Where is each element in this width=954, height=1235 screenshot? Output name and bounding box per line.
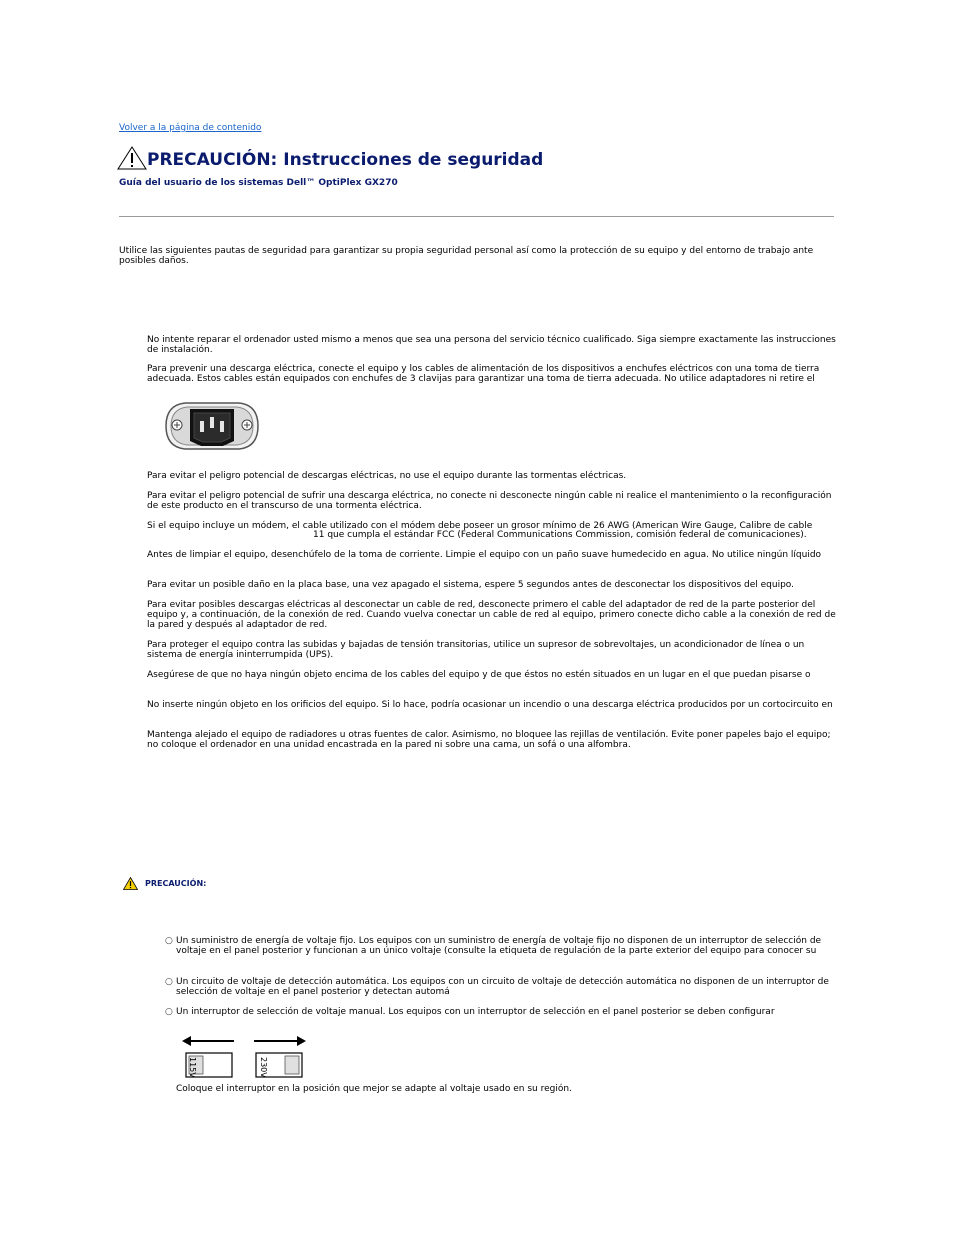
safety-item: Para evitar posibles descargas eléctricas al desconectar un cable de red, desconecte primero el cable del adaptador de red de la parte posterior del equipo y, a continuación, de la conexión de red. Cuando vuelva conectar un cable de red al equipo, primero conecte dicho cable a la conexión de red de la pared y después al adaptador de red. xyxy=(147,600,836,630)
voltage-switch-diagram xyxy=(182,1033,306,1079)
back-to-contents-link[interactable]: Volver a la página de contenido xyxy=(119,123,262,133)
safety-item: Para evitar un posible daño en la placa base, una vez apagado el sistema, espere 5 segundos antes de desconectar los dispositivos del equipo. xyxy=(147,580,794,590)
voltage-option-text: Un suministro de energía de voltaje fijo. Los equipos con un suministro de energía de voltaje fijo no disponen de un interruptor de selección de voltaje en el panel posterior y funcionan a un único voltaje (consulte la etiqueta de regulación de la parte exterior del equipo para conocer su xyxy=(176,936,822,956)
safety-item: Para prevenir una descarga eléctrica, conecte el equipo y los cables de alimentación de los dispositivos a enchufes eléctricos con una toma de tierra adecuada. Estos cables están equipados con enchufes de 3 clavijas para garantizar una toma de tierra adecuada. No utilice adaptadores ni retire el xyxy=(147,364,820,384)
voltage-switch-image xyxy=(182,1033,306,1079)
bullet-circle-icon: ○ xyxy=(165,936,173,946)
caution-label: PRECAUCIÓN: xyxy=(145,879,207,888)
list-item xyxy=(165,977,835,997)
safety-item: Si el equipo incluye un módem, el cable utilizado con el módem debe poseer un grosor mínimo de 26 AWG (American Wire Gauge, Calibre de cable xyxy=(147,521,813,531)
switch-label-230v: 230V xyxy=(259,1057,268,1078)
voltage-option-text: Un circuito de voltaje de detección automática. Los equipos con un circuito de voltaje de detección automática no disponen de un interruptor de selección de voltaje en el panel posterior y detectan automá xyxy=(176,977,829,997)
switch-note: Coloque el interruptor en la posición que mejor se adapte al voltaje usado en su región. xyxy=(176,1084,572,1094)
caution-icon xyxy=(123,877,138,890)
page-header xyxy=(117,146,543,170)
safety-item: Asegúrese de que no haya ningún objeto encima de los cables del equipo y de que éstos no estén situados en un lugar en el que puedan pisarse o xyxy=(147,670,811,680)
safety-item: No intente reparar el ordenador usted mismo a menos que sea una persona del servicio técnico cualificado. Siga siempre exactamente las instrucciones de instalación. xyxy=(147,335,836,355)
safety-item-continuation: 11 que cumpla el estándar FCC (Federal Communications Commission, comisión federal de comunicaciones). xyxy=(313,530,807,540)
caution-note xyxy=(123,877,206,890)
warning-triangle-icon xyxy=(117,146,147,170)
switch-label-115v: 115V xyxy=(188,1057,197,1078)
voltage-option-text: Un interruptor de selección de voltaje manual. Los equipos con un interruptor de selección en el panel posterior se deben configurar xyxy=(176,1007,775,1017)
page-title: PRECAUCIÓN: Instrucciones de seguridad xyxy=(147,150,544,170)
safety-item: Mantenga alejado el equipo de radiadores u otras fuentes de calor. Asimismo, no bloquee las rejillas de ventilación. Evite poner papeles bajo el equipo; no coloque el ordenador en una unidad encastrada en la pared ni sobre una cama, un sofá o una alfombra. xyxy=(147,730,831,750)
safety-item: Para evitar el peligro potencial de descargas eléctricas, no use el equipo durante las tormentas eléctricas. xyxy=(147,471,627,481)
power-connector-image xyxy=(163,399,261,453)
safety-item: Para evitar el peligro potencial de sufrir una descarga eléctrica, no conecte ni desconecte ningún cable ni realice el mantenimiento o la reconfiguración de este producto en el transcurso de una tormenta eléctrica. xyxy=(147,491,832,511)
safety-item: No inserte ningún objeto en los orificios del equipo. Si lo hace, podría ocasionar un incendio o una descarga eléctrica producidos por un cortocircuito en xyxy=(147,700,833,710)
list-item xyxy=(165,936,835,956)
safety-item: Para proteger el equipo contra las subidas y bajadas de tensión transitorias, utilice un supresor de sobrevoltajes, un acondicionador de línea o un sistema de energía ininterrumpida (UPS). xyxy=(147,640,805,660)
header-divider xyxy=(119,216,834,217)
safety-item: Antes de limpiar el equipo, desenchúfelo de la toma de corriente. Limpie el equipo con un paño suave humedecido en agua. No utilice ningún líquido xyxy=(147,550,822,560)
list-item xyxy=(165,1007,835,1017)
bullet-circle-icon: ○ xyxy=(165,1007,173,1017)
bullet-circle-icon: ○ xyxy=(165,977,173,987)
intro-paragraph: Utilice las siguientes pautas de seguridad para garantizar su propia seguridad personal así como la protección de su equipo y del entorno de trabajo ante posibles daños. xyxy=(119,246,814,266)
page-subtitle: Guía del usuario de los sistemas Dell™ OptiPlex GX270 xyxy=(119,178,398,188)
